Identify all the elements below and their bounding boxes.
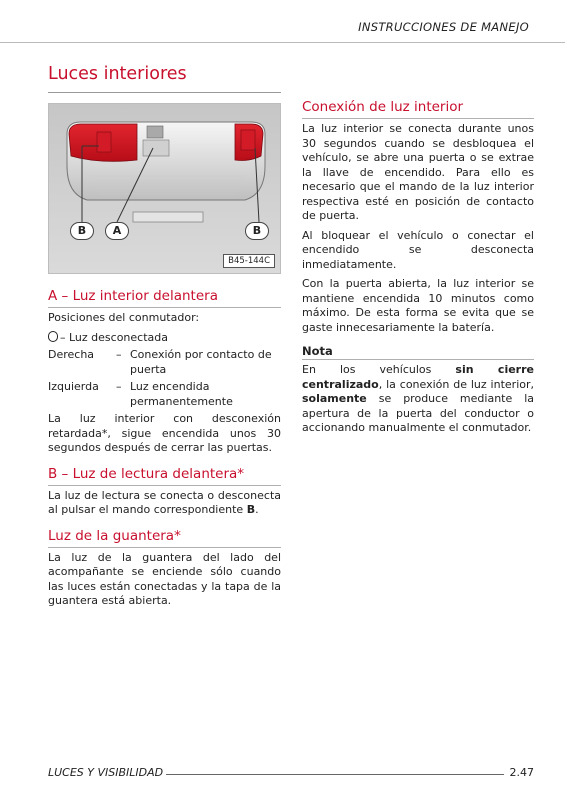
conexion-paragraph: Al bloquear el vehículo o conectar el encendido se desconecta inmediatamente. [302,228,534,271]
figure-label-b-left: B [70,222,94,240]
section-rule-conexion [302,118,534,119]
position-value: Luz encendida permanentemente [130,380,233,408]
off-position-icon [48,331,58,342]
interior-light-figure [48,103,281,274]
section-rule-a [48,307,281,308]
position-dash: – [116,380,122,393]
section-glovebox-body: La luz de la guantera del lado del acompañante se enciende sólo cuando las luces están conectadas y la tapa de la guantera está abierta. [48,550,281,607]
conexion-paragraph: La luz interior se conecta durante unos 30 segundos cuando se desbloquea el vehículo, se abre una puerta o se extrae la llave de encendido. Para ello es necesario que el mando de la luz interior respectiva esté en posición de contacto de puerta. [302,122,534,222]
left-column [48,103,281,614]
note-rule [302,359,534,360]
title-rule [48,92,281,93]
section-b-bold: B [246,503,256,516]
position-dash: – [116,348,122,361]
conexion-paragraph: Con la puerta abierta, la luz interior se mantiene encendida 10 minutos como máximo. De esta forma se evita que se gaste innecesariamente la batería. [302,277,534,334]
position-dash: – [60,330,69,344]
figure-code: B45-144C [223,254,275,268]
figure-label-b-right: B [245,222,269,240]
figure-label-a: A [105,222,129,240]
switch-positions-intro: Posiciones del conmutador: [48,311,200,324]
page-title: Luces interiores [48,64,187,84]
section-rule-glovebox [48,547,281,548]
running-head: INSTRUCCIONES DE MANEJO [358,20,529,34]
note-text: , la conexión de luz interior, [378,377,534,391]
note-bold: solamente [302,392,367,405]
position-value: Luz desconectada [69,330,168,344]
position-key: Izquierda [48,380,99,393]
section-title-conexion: Conexión de luz interior [302,99,464,115]
section-title-glovebox: Luz de la guantera* [48,527,181,544]
page-number: 2.47 [509,766,534,779]
section-title-a: A – Luz interior delantera [48,288,218,304]
section-b-text-end: . [255,503,259,516]
position-row-right [48,348,281,377]
footer-rule [166,774,504,775]
footer-section: LUCES Y VISIBILIDAD [48,766,164,779]
note-text: En los vehículos [302,363,456,376]
section-b-text: La luz de lectura se conecta o desconecta al pulsar el mando correspondiente [48,488,281,516]
note-title: Nota [302,344,333,358]
position-value: Conexión por contacto de puerta [130,348,272,376]
section-title-b: B – Luz de lectura delantera* [48,465,245,482]
header-rule [0,42,565,43]
section-rule-b [48,485,281,486]
note-text: se produce mediante la apertura de la puerta del conductor o accionando manualmente el conmutador. [302,392,534,434]
page-footer [48,766,534,782]
right-column [302,98,534,441]
note-bold: sin cierre centralizado [302,363,534,391]
note-body [302,363,534,436]
position-key: Derecha [48,348,95,361]
section-b-body [48,489,281,518]
interior-light-illustration [49,104,281,274]
position-row-off [48,331,281,346]
section-a-body: La luz interior con desconexión retardada*, sigue encendida unos 30 segundos después de cerrar las puertas. [48,412,281,454]
position-row-left [48,380,281,409]
